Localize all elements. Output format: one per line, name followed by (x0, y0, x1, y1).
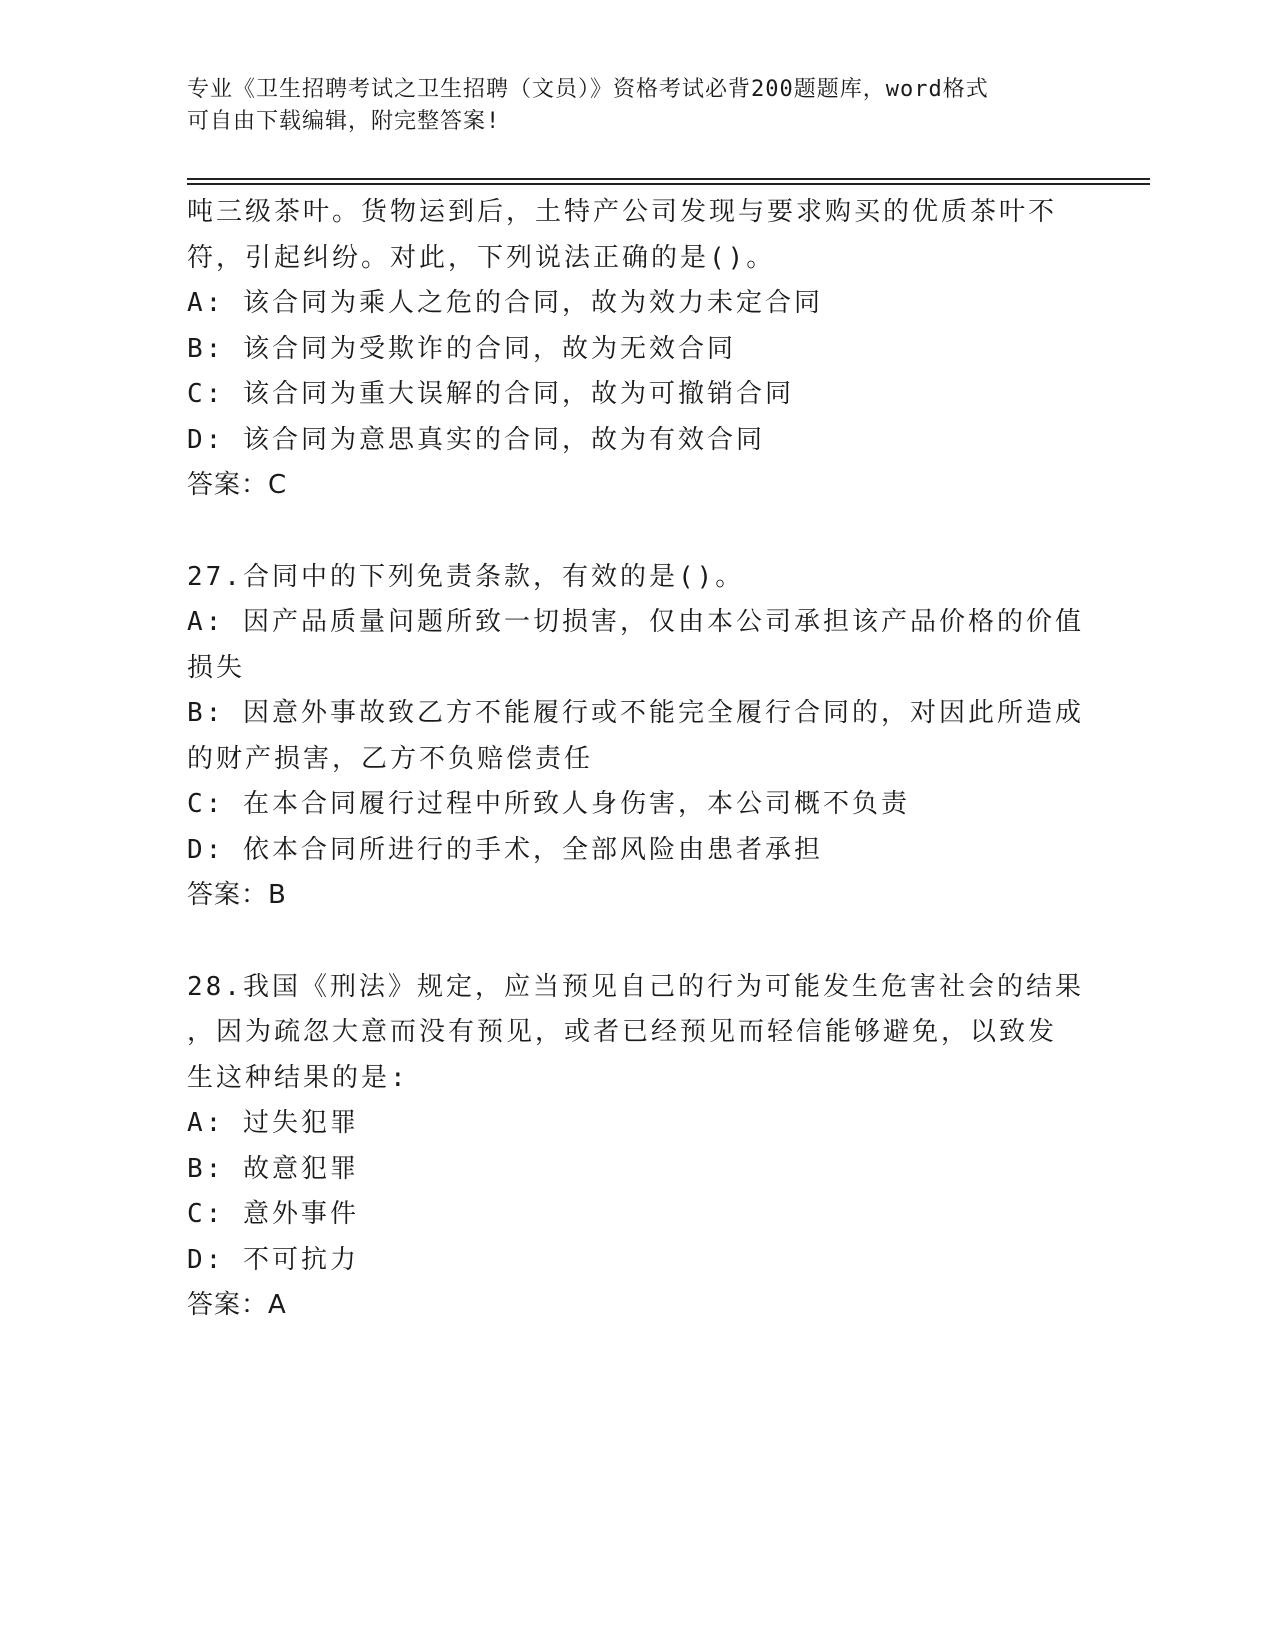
option-d: D: 不可抗力 (187, 1244, 359, 1275)
option-a: A: 该合同为乘人之危的合同，故为效力未定合同 (187, 288, 823, 318)
question-text: 27.合同中的下列免责条款，有效的是()。 (187, 561, 745, 592)
option-a: A: 过失犯罪 (187, 1108, 359, 1138)
answer: 答案：A (187, 1290, 287, 1320)
option-b: B: 该合同为受欺诈的合同，故为无效合同 (187, 333, 736, 364)
question-text: 符，引起纠纷。对此，下列说法正确的是()。 (187, 242, 776, 273)
header-title-line-1: 专业《卫生招聘考试之卫生招聘（文员）》资格考试必背200题题库，word格式 (187, 77, 989, 102)
document-header (187, 74, 1067, 138)
answer: 答案：B (187, 880, 287, 910)
option-b: B: 因意外事故致乙方不能履行或不能完全履行合同的，对因此所造成 (187, 698, 1084, 728)
spacer (187, 919, 1087, 965)
question-text: ，因为疏忽大意而没有预见，或者已经预见而轻信能够避免，以致发 (187, 1017, 1058, 1047)
option-b-continued: 的财产损害，乙方不负赔偿责任 (187, 743, 594, 774)
option-c: C: 在本合同履行过程中所致人身伤害，本公司概不负责 (187, 789, 910, 819)
option-d: D: 该合同为意思真实的合同，故为有效合同 (187, 424, 765, 455)
option-d: D: 依本合同所进行的手术，全部风险由患者承担 (187, 834, 823, 865)
question-26 (187, 190, 1087, 509)
option-a-continued: 损失 (187, 652, 246, 683)
header-title-line-2: 可自由下载编辑，附完整答案! (187, 109, 501, 134)
question-text: 生这种结果的是: (187, 1062, 409, 1093)
option-c: C: 该合同为重大误解的合同，故为可撤销合同 (187, 379, 794, 409)
header-divider-bottom (187, 183, 1150, 185)
option-a: A: 因产品质量问题所致一切损害，仅由本公司承担该产品价格的价值 (187, 607, 1084, 637)
question-27 (187, 555, 1087, 919)
answer: 答案：C (187, 470, 288, 500)
question-text: 吨三级茶叶。货物运到后，土特产公司发现与要求购买的优质茶叶不 (187, 197, 1058, 227)
spacer (187, 509, 1087, 555)
option-c: C: 意外事件 (187, 1199, 359, 1229)
header-divider-top (187, 178, 1150, 180)
option-b: B: 故意犯罪 (187, 1153, 359, 1184)
question-text: 28.我国《刑法》规定，应当预见自己的行为可能发生危害社会的结果 (187, 971, 1084, 1002)
document-body (187, 190, 1087, 1329)
question-28 (187, 965, 1087, 1329)
